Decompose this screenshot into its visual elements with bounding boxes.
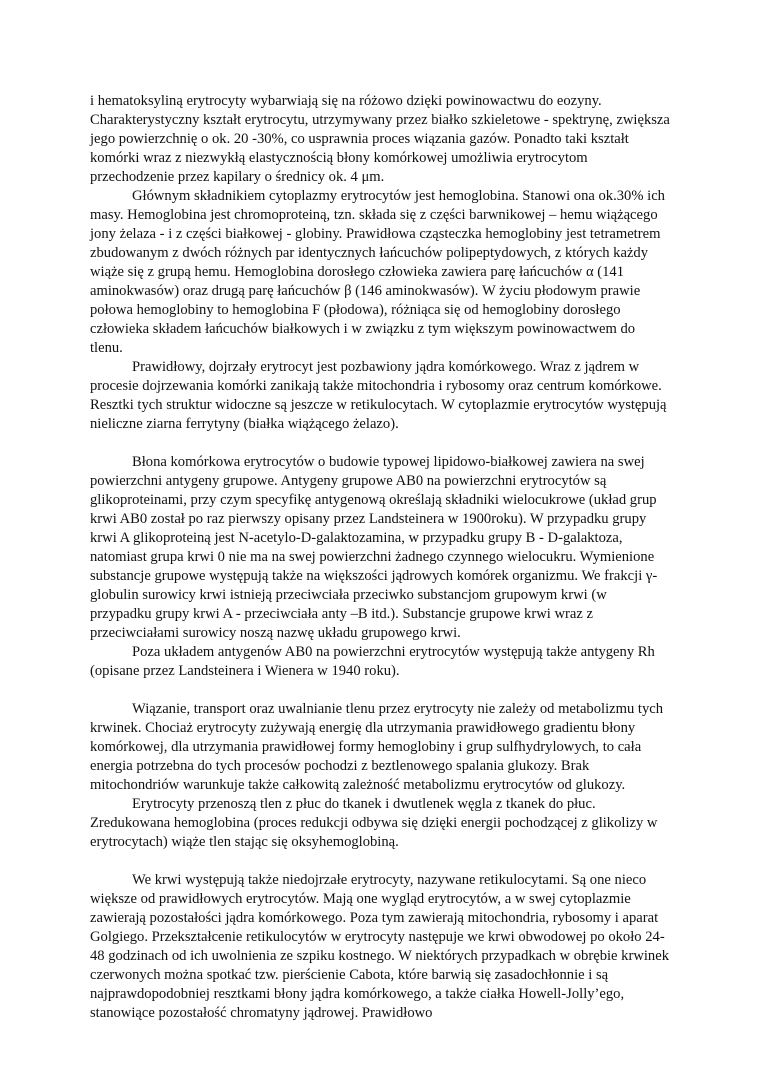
paragraph-nucleus: Prawidłowy, dojrzały erytrocyt jest pozbawiony jądra komórkowego. Wraz z jądrem w procesie dojrzewania komórki zanikają także mitochondria i rybosomy oraz centrum komórkowe. Resztki tych struktur widoczne są jeszcze w retikulocytach. W cytoplazmie erytrocytów występują nieliczne ziarna ferrytyny (białka wiążącego żelazo). [90, 359, 667, 432]
document-page [90, 92, 670, 1023]
paragraph-gas-transport: Erytrocyty przenoszą tlen z płuc do tkanek i dwutlenek węgla z tkanek do płuc. Zredukowana hemoglobina (proces redukcji odbywa się dzięki energii pochodzącej z glikolizy w erytrocytach) wiąże tlen stając się oksyhemoglobiną. [90, 796, 658, 850]
paragraph-rh-antigens: Poza układem antygenów AB0 na powierzchni erytrocytów występują także antygeny Rh (opisane przez Landsteinera i Wienera w 1940 roku). [90, 644, 655, 679]
paragraph-oxygen-metabolism: Wiązanie, transport oraz uwalnianie tlenu przez erytrocyty nie zależy od metabolizmu tych krwinek. Chociaż erytrocyty zużywają energię dla utrzymania prawidłowego gradientu błony komórkowej, dla utrzymania prawidłowej formy hemoglobiny i grup sulfhydrylowych, to cała energia potrzebna do tych procesów pochodzi z beztlenowego spalania glukozy. Brak mitochondriów warunkuje także całkowitą zależność metabolizmu erytrocytów od glukozy. [90, 701, 664, 793]
paragraph-blood-groups: Błona komórkowa erytrocytów o budowie typowej lipidowo-białkowej zawiera na swej powierzchni antygeny grupowe. Antygeny grupowe AB0 na powierzchni erytrocytów są glikoproteinami, przy czym specyfikę antygenową określają składniki wielocukrowe (układ grup krwi AB0 został po raz pierwszy opisany przez Landsteinera w 1900roku). W przypadku grupy krwi A glikoproteiną jest N-acetylo-D-galaktozamina, w przypadku grupy B - D-galaktoza, natomiast grupa krwi 0 nie ma na swej powierzchni żadnego czynnego wielocukru. Wymienione substancje grupowe występują także na większości jądrowych komórek organizmu. We frakcji γ-globulin surowicy krwi istnieją przeciwciała przeciwko substancjom grupowym krwi (w przypadku grupy krwi A - przeciwciała anty –B itd.). Substancje grupowe krwi wraz z przeciwciałami surowicy noszą nazwę układu grupowego krwi. [90, 454, 658, 641]
paragraph-eosin-shape: i hematoksyliną erytrocyty wybarwiają się na różowo dzięki powinowactwu do eozyny. Charakterystyczny kształt erytrocytu, utrzymywany przez białko szkieletowe - spektrynę, zwiększa jego powierzchnię o ok. 20 -30%, co usprawnia proces wiązania gazów. Ponadto taki kształt komórki wraz z niezwykłą elastycznością błony komórkowej umożliwia erytrocytom przechodzenie przez kapilary o średnicy ok. 4 μm. [90, 93, 670, 185]
paragraph-reticulocytes: We krwi występują także niedojrzałe erytrocyty, nazywane retikulocytami. Są one nieco większe od prawidłowych erytrocytów. Mają one wygląd erytrocytów, a w swej cytoplazmie zawierają pozostałości jądra komórkowego. Poza tym zawierają mitochondria, rybosomy i aparat Golgiego. Przekształcenie retikulocytów w erytrocyty następuje we krwi obwodowej po około 24-48 godzinach od ich uwolnienia ze szpiku kostnego. W niektórych przypadkach w obrębie krwinek czerwonych można spotkać tzw. pierścienie Cabota, które barwią się zasadochłonnie i są najprawdopodobniej resztkami błony jądra komórkowego, a także ciałka Howell-Jolly’ego, stanowiące pozostałość chromatyny jądrowej. Prawidłowo [90, 872, 669, 1021]
paragraph-hemoglobin: Głównym składnikiem cytoplazmy erytrocytów jest hemoglobina. Stanowi ona ok.30% ich masy. Hemoglobina jest chromoproteiną, tzn. składa się z części barwnikowej – hemu wiążącego jony żelaza - i z części białkowej - globiny. Prawidłowa cząsteczka hemoglobiny jest tetrametrem zbudowanym z dwóch różnych par identycznych łańcuchów polipeptydowych, z których każdy wiąże się z grupą hemu. Hemoglobina dorosłego człowieka zawiera parę łańcuchów α (141 aminokwasów) oraz drugą parę łańcuchów β (146 aminokwasów). W życiu płodowym prawie połowa hemoglobiny to hemoglobina F (płodowa), różniąca się od hemoglobiny dorosłego człowieka składem łańcuchów białkowych i w związku z tym większym powinowactwem do tlenu. [90, 188, 665, 356]
